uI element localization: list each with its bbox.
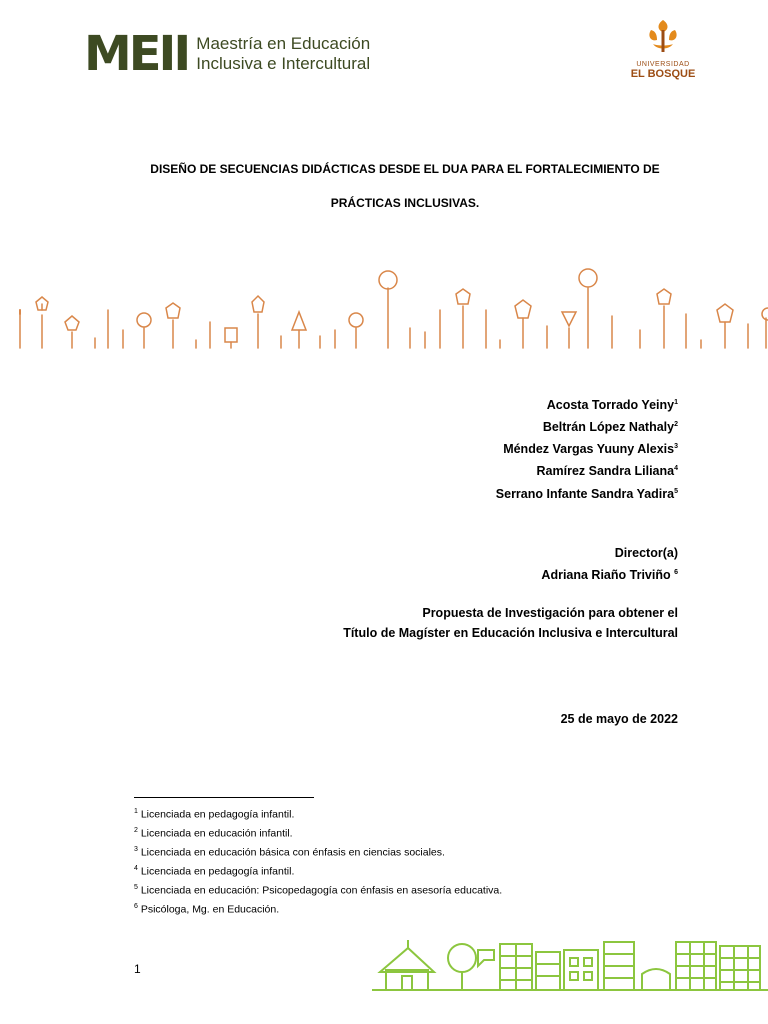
decorative-trees-illustration [0, 260, 768, 355]
footnote-item: $^3$ Licenciada en educación básica con énfasis en ciencias sociales. [134, 846, 445, 859]
author-item: Ramírez Sandra Liliana$^4$ [536, 464, 678, 479]
proposal-line2: Título de Magíster en Educación Inclusiva e Intercultural [343, 626, 678, 640]
author-item: Acosta Torrado Yeiny$^1$ [546, 398, 678, 413]
footnote-item: $^2$ Licenciada en educación infantil. [134, 827, 293, 840]
footnote-item: $^1$ Licenciada en pedagogía infantil. [134, 808, 295, 821]
author-item: Beltrán López Nathaly$^2$ [542, 420, 678, 435]
director-block [541, 543, 678, 585]
footnotes [134, 804, 502, 918]
footnote-item: $^4$ Licenciada en pedagogía infantil. [134, 865, 295, 878]
authors-list [496, 393, 678, 504]
director-name: Adriana Riaño Triviño $^6$ [541, 568, 678, 583]
program-logo-text [196, 34, 370, 74]
program-logo [84, 26, 371, 82]
proposal-block [343, 603, 678, 643]
document-title-line1: DISEÑO DE SECUENCIAS DIDÁCTICAS DESDE EL DUA PARA EL FORTALECIMIENTO DE [150, 162, 660, 176]
program-logo-line1: Maestría en Educación [196, 34, 371, 53]
university-small-label: UNIVERSIDAD [636, 61, 690, 68]
author-item: Méndez Vargas Yuuny Alexis$^3$ [503, 442, 678, 457]
footnote-item: $^5$ Licenciada en educación: Psicopedagogía con énfasis en asesoría educativa. [134, 884, 503, 897]
footnote-separator [134, 797, 314, 798]
university-logo [628, 18, 698, 80]
program-logo-line2: Inclusiva e Intercultural [196, 54, 371, 73]
program-logo-mark: MEII [84, 26, 189, 82]
university-name: EL BOSQUE [630, 68, 696, 80]
footnote-item: $^6$ Psicóloga, Mg. en Educación. [134, 903, 280, 916]
proposal-line1: Propuesta de Investigación para obtener el [422, 606, 678, 620]
document-date: 25 de mayo de 2022 [560, 712, 678, 726]
document-title-line2: PRÁCTICAS INCLUSIVAS. [330, 196, 480, 210]
director-label: Director(a) [614, 546, 678, 560]
author-item: Serrano Infante Sandra Yadira$^5$ [495, 486, 678, 501]
university-emblem-icon [643, 18, 683, 56]
decorative-buildings-illustration [372, 932, 768, 998]
page-number: 1 [134, 962, 141, 976]
